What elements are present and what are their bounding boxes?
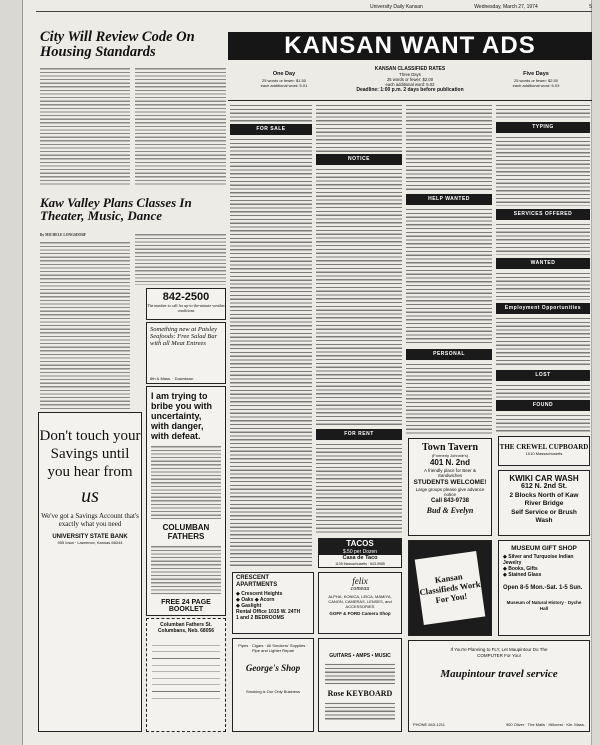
maupintour-footer [413,722,585,727]
rate-three-days [340,66,480,93]
rate-one-day-line1: 25 words or fewer: $1.50 [261,78,307,83]
phone-ad [146,288,226,320]
town-tavern-sub: (Formerly Johnnie's) [431,453,469,458]
classifieds-card [415,551,486,625]
folio-paper: University Daily Kansan [370,4,423,10]
kwiki-title: KWIKI CAR WASH [509,474,579,483]
theater-byline-text: By MICHELE LONGSDORF [40,233,87,237]
bank-ad [38,412,142,732]
museum-location: Museum of Natural History · Dyche Hall [506,600,582,611]
guitars-title: GUITARS • AMPS • MUSIC [329,653,391,659]
columban-name: COLUMBAN FATHERS [162,523,210,541]
coupon-heading: Columban Fathers St. Columbans, Neb. 68056 [157,622,215,634]
classified-col4-top [496,104,590,120]
georges-sub: Smoking is Our Only Business [245,689,301,694]
rate-one-day-label: One Day [272,71,296,77]
guitars-name: Rose KEYBOARD [327,689,393,698]
crescent-item-2: Oaks [241,597,254,603]
crewel-address: 1010 Massachusetts [525,451,563,456]
seafood-ad-text: Something new at Paisley Seafoods: Free Salad Bar with all Meat Entrees [150,326,218,347]
want-ads-banner: KANSAN WANT ADS [228,32,592,60]
columban-coupon [146,618,226,732]
services-listings [496,223,590,255]
town-tavern-phone: Call 843-9738 [430,498,470,504]
museum-item-3: Stained Glass [508,572,542,578]
for-sale-listings [230,138,312,568]
rate-five-days-line1: 25 words or fewer: $2.50 [513,78,559,83]
notice-listings [316,168,402,426]
felix-sub: comeau [350,586,370,592]
georges-shop-ad [232,638,314,732]
phone-subtext: The number to call for up-to-the-minute weather conditions [147,303,225,313]
kwiki-note: 2 Blocks North of Kaw River Bridge [509,492,579,507]
georges-top: Pipes · Cigars · All Smokers' Supplies · Pipe and Lighter Repair [238,643,308,653]
crescent-item: ◆ Crescent Heights [236,591,283,597]
coupon-form-lines [152,639,220,699]
columban-free-booklet: FREE 24 PAGE BOOKLET [161,599,211,613]
rate-three-days-line1: 25 words or fewer: $2.00 [386,77,434,82]
classified-col3-top [406,104,492,192]
folio-page: 5 [589,4,592,10]
tacos-price: $.50 per Dozen [319,549,401,555]
museum-item-2: Books, Gifts [508,566,538,572]
found-listings [496,414,590,432]
services-header: SERVICES OFFERED [496,209,590,220]
columban-headline: I am trying to bribe you with uncertainty, with danger, with defeat. [151,391,213,441]
notice-header: NOTICE [316,154,402,165]
crescent-apartments-ad [232,572,314,634]
left-page-edge [0,0,23,745]
bank-name: UNIVERSITY STATE BANK [52,534,128,540]
crewel-cupboard-ad [498,436,590,466]
folio [370,4,592,10]
rate-five-days-line2: each additional word: 6.03 [512,83,560,88]
classified-col2-top [316,104,402,152]
rate-one-day-line2: each additional word: 5.01 [260,83,308,88]
for-rent-header: FOR RENT [316,429,402,440]
rate-three-days-line2: each additional word: 5.02 [385,82,435,87]
town-tavern-ad [408,438,492,536]
felix-name: felix [352,576,368,586]
columban-body [151,445,221,519]
crescent-item: ◆ Oaks ◆ Acorn [236,597,275,603]
tacos-ad [318,538,402,568]
theater-body-col1 [40,241,130,409]
crescent-item: ◆ Gaslight [236,603,262,609]
town-tavern-owners: Bud & Evelyn [426,506,474,515]
crescent-item-4: Gaslight [241,603,262,609]
felix-camera-ad [318,572,402,634]
tacos-name: Casa de Taco [342,555,378,561]
employment-listings [496,317,590,367]
personal-listings [406,363,492,435]
town-tavern-welcome: STUDENTS WELCOME! [413,479,487,486]
museum-hours: Open 8-5 Mon.-Sat. 1-5 Sun. [503,585,583,591]
crescent-rental: Rental Office 1015 W. 24TH [236,609,301,615]
phone-number: 842-2500 [162,291,210,303]
maupintour-address: 900 Oliver · The Malls · Hillcrest · Kle. Mass. [505,722,585,727]
crescent-item-3: Acorn [259,597,275,603]
maupintour-lead: If You're Planning to FLY, Let Maupintour Do The COMPUTER For You! [450,647,548,658]
maupintour-phone: PHONE 843-1211 [413,722,445,727]
folio-rule [36,11,592,12]
museum-title: MUSEUM GIFT SHOP [511,545,577,552]
kwiki-service: Self Service or Brush Wash [511,509,577,524]
town-tavern-name: Town Tavern [421,442,479,453]
columban-ad [146,386,226,616]
personal-header: PERSONAL [406,349,492,360]
maupintour-name: Maupintour travel service [440,668,558,680]
maupintour-ad [408,640,590,732]
museum-gift-shop-ad [498,540,590,636]
guitars-details [325,702,395,720]
wanted-listings [496,272,590,300]
rate-one-day [234,71,334,88]
bank-ad-text: Don't touch your Savings until you hear from [39,428,141,480]
typing-header: TYPING [496,122,590,133]
tacos-title: TACOS [319,539,401,549]
classifieds-text: Kansan Classifieds Work For You! [418,571,482,606]
town-tavern-address: 401 N. 2nd [429,458,470,467]
museum-item: ◆ Books, Gifts [503,566,538,572]
museum-item-1: Silver and Turquoise Indian Jewelry [503,554,574,566]
folio-date: Wednesday, March 27, 1974 [474,4,538,10]
rate-five-days [486,71,586,88]
columban-body-2 [151,545,221,595]
museum-item: ◆ Stained Glass [503,572,542,578]
town-tavern-groups: Large groups please give advance notice [415,487,485,497]
museum-item: ◆ Silver and Turquoise Indian Jewelry [503,554,574,566]
guitars-ad [318,638,402,732]
right-page-edge [591,0,600,745]
town-tavern-tag: A friendly place for Beer & Sandwiches [423,468,477,478]
seafood-ad-footer: 8th & Mass. · Downtown [150,376,194,381]
bank-address: 955 Iowa · Lawrence, Kansas 66044 [57,540,123,545]
classified-col1-top [230,104,312,122]
rates-heading: KANSAN CLASSIFIED RATES [374,66,446,72]
theater-body-col2 [135,233,226,285]
crescent-units: 1 and 2 BEDROOMS [236,615,285,621]
kwiki-car-wash-ad [498,470,590,536]
theater-byline [40,233,130,241]
employment-header: Employment Opportunities [496,303,590,314]
help-wanted-header: HELP WANTED [406,194,492,205]
theater-headline: Kaw Valley Plans Classes In Theater, Music, Dance [40,195,192,223]
housing-body-col1 [40,67,130,185]
classified-rates [228,62,592,101]
housing-body-col2 [135,67,226,185]
bank-logo: us [81,485,99,507]
wanted-header: WANTED [496,258,590,269]
lost-header: LOST [496,370,590,381]
help-wanted-listings [406,208,492,346]
bank-tagline: We've got a Savings Account that's exactly what you need [41,512,139,528]
kwiki-address: 612 N. 2nd St. [521,483,567,490]
rate-five-days-label: Five Days [523,71,549,77]
guitars-brands [325,663,395,685]
tacos-address: 1105 Massachusetts · 843-9985 [335,562,385,566]
crewel-name: THE CREWEL CUPBOARD [499,443,589,451]
kansan-classifieds-ad [408,540,492,636]
crescent-title: CRESCENT APARTMENTS [236,575,278,588]
georges-name: George's Shop [245,663,301,673]
housing-headline: City Will Review Code On Housing Standards [40,29,195,60]
crescent-item-1: Crescent Heights [241,591,283,597]
lost-listings [496,384,590,398]
for-rent-listings [316,443,402,535]
for-sale-header: FOR SALE [230,124,312,135]
found-header: FOUND [496,400,590,411]
felix-shop: GOFF & FORD Camera Shop [329,611,391,616]
typing-listings [496,136,590,206]
rates-deadline: Deadline: 1:00 p.m. 2 days before publication [356,87,464,93]
seafood-ad [146,322,226,384]
felix-items: ALPHA, KONICA, LEICA, MAMIYA, CANON, CAMERAS, LENSES, and ACCESSORIES [328,594,392,609]
rate-three-days-label: Three Days [399,72,421,77]
